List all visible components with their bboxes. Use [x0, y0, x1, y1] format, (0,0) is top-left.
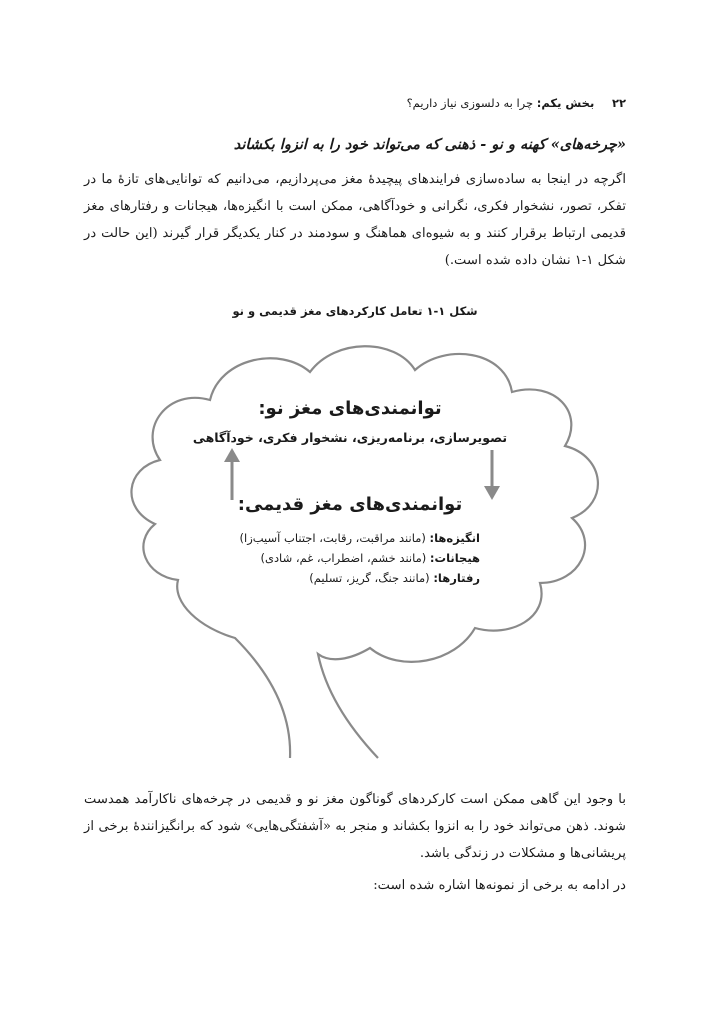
item-label: انگیزه‌ها: [429, 531, 480, 545]
paragraph-cycles: با وجود این گاهی ممکن است کارکردهای گوناگون مغز نو و قدیمی در چرخه‌های ناکارآمد همدست شوند. ذهن می‌تواند خود را به انزوا بکشاند و منجر به «آشفتگی‌هایی» شود که برانگیزانندهٔ برخی از پریشانی‌ها و مشکلات در زندگی باشد. [84, 792, 626, 861]
old-brain-item [220, 548, 480, 568]
paragraph-intro: اگرچه در اینجا به ساده‌سازی فرایندهای پیچیدهٔ مغز می‌پردازیم، می‌دانیم که توانایی‌های تازهٔ ما در تفکر، تصور، نشخوار فکری، نگرانی و خودآگاهی، ممکن است با انگیزه‌ها، هیجانات و رفتارهای مغز قدیمی ارتباط برقرار کنند و به شیوه‌ای هماهنگ و سودمند در کنار یکدیگر قرار گیرند (این حالت در شکل ۱-۱ نشان داده شده است.) [84, 172, 626, 268]
figure-caption: شکل ۱-۱ تعامل کارکردهای مغز قدیمی و نو [232, 304, 478, 318]
old-brain-item [220, 528, 480, 548]
old-brain-title: توانمندی‌های مغز قدیمی: [237, 494, 463, 515]
arrow-down [484, 450, 500, 500]
old-brain-item [220, 568, 480, 588]
item-value: (مانند خشم، اضطراب، غم، شادی) [260, 551, 430, 565]
new-brain-list: تصویرسازی، برنامه‌ریزی، نشخوار فکری، خودآگاهی [192, 430, 508, 445]
old-brain-items [220, 528, 480, 588]
page-number: ۲۲ [611, 96, 626, 110]
arrow-up [224, 448, 240, 500]
part-label: بخش یکم: [536, 96, 595, 110]
part-title: چرا به دلسوزی نیاز داریم؟ [406, 96, 534, 110]
item-label: رفتارها: [433, 571, 480, 585]
item-value: (مانند جنگ، گریز، تسلیم) [309, 571, 434, 585]
running-head [84, 96, 626, 114]
brain-figure [60, 328, 650, 768]
new-brain-title: توانمندی‌های مغز نو: [258, 398, 442, 419]
paragraph-examples: در ادامه به برخی از نمونه‌ها اشاره شده است: [373, 878, 626, 893]
section-heading: «چرخه‌های» کهنه و نو - ذهنی که می‌تواند خود را به انزوا بکشاند [233, 136, 626, 153]
item-value: (مانند مراقبت، رقابت، اجتناب آسیب‌زا) [239, 531, 430, 545]
item-label: هیجانات: [429, 551, 480, 565]
